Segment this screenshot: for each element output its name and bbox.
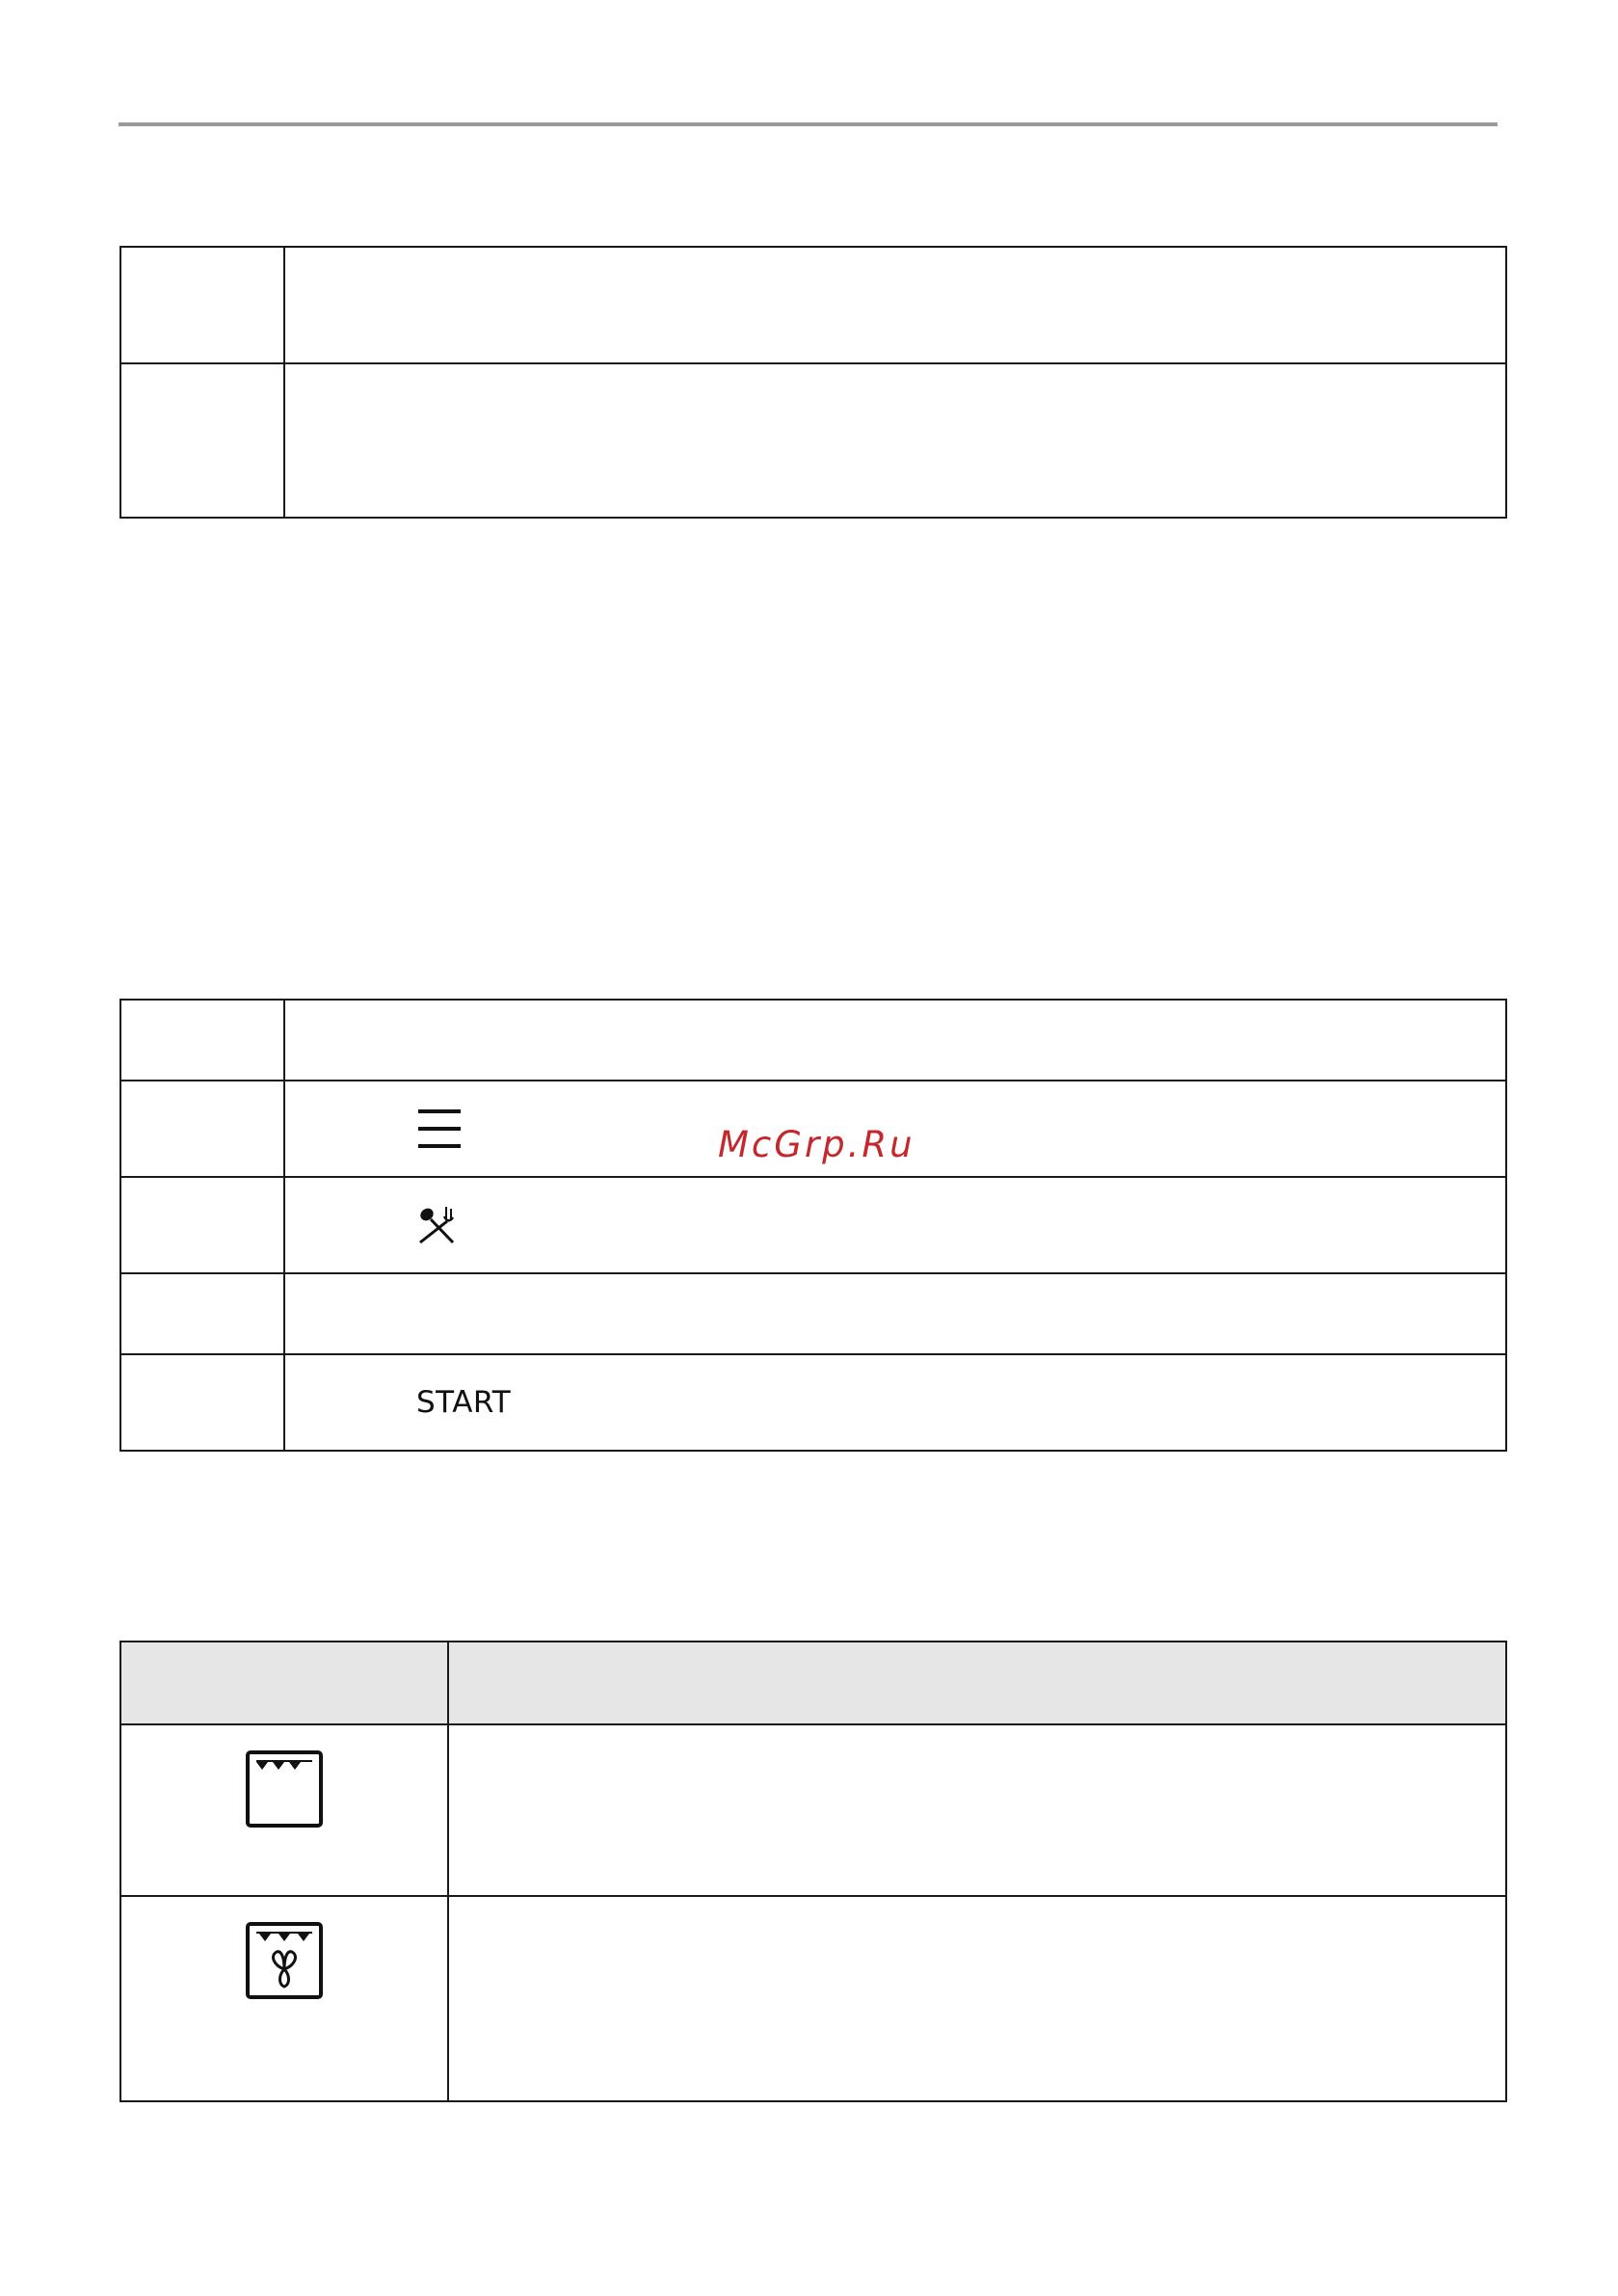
table-row (120, 1273, 1506, 1354)
step-text-cell (284, 247, 1506, 363)
start-label: START (416, 1385, 512, 1420)
watermark-text: McGrp.Ru (718, 1124, 915, 1165)
header-cell (448, 1642, 1506, 1724)
table-row (120, 363, 1506, 518)
step-text-cell (284, 1000, 1506, 1081)
table-row (120, 1000, 1506, 1081)
table-row (120, 1896, 1506, 2101)
function-icon-cell (120, 1724, 448, 1896)
oven-top-bottom-heat-icon (245, 1749, 324, 1829)
table-row (120, 1177, 1506, 1273)
header-cell (120, 1642, 448, 1724)
function-description-cell (448, 1724, 1506, 1896)
step-text-cell (284, 1177, 1506, 1273)
step-text-cell (284, 363, 1506, 518)
step-number-cell (120, 1177, 284, 1273)
spoon-fork-icon (416, 1205, 1505, 1245)
table-row (120, 1724, 1506, 1896)
steps-table-1 (119, 246, 1507, 519)
menu-icon (416, 1108, 1505, 1150)
step-text-cell (284, 1273, 1506, 1354)
step-number-cell (120, 247, 284, 363)
step-number-cell (120, 1273, 284, 1354)
step-number-cell (120, 1354, 284, 1451)
step-number-cell (120, 1000, 284, 1081)
oven-fan-heat-icon (245, 1921, 324, 2000)
step-number-cell (120, 1081, 284, 1177)
table-row (120, 1354, 1506, 1451)
function-description-cell (448, 1896, 1506, 2101)
table-header-row (120, 1642, 1506, 1724)
header-rule (119, 122, 1498, 126)
step-number-cell (120, 363, 284, 518)
steps-table-2 (119, 999, 1507, 1452)
table-row (120, 247, 1506, 363)
step-text-cell (284, 1354, 1506, 1451)
heating-functions-table (119, 1641, 1507, 2102)
function-icon-cell (120, 1896, 448, 2101)
